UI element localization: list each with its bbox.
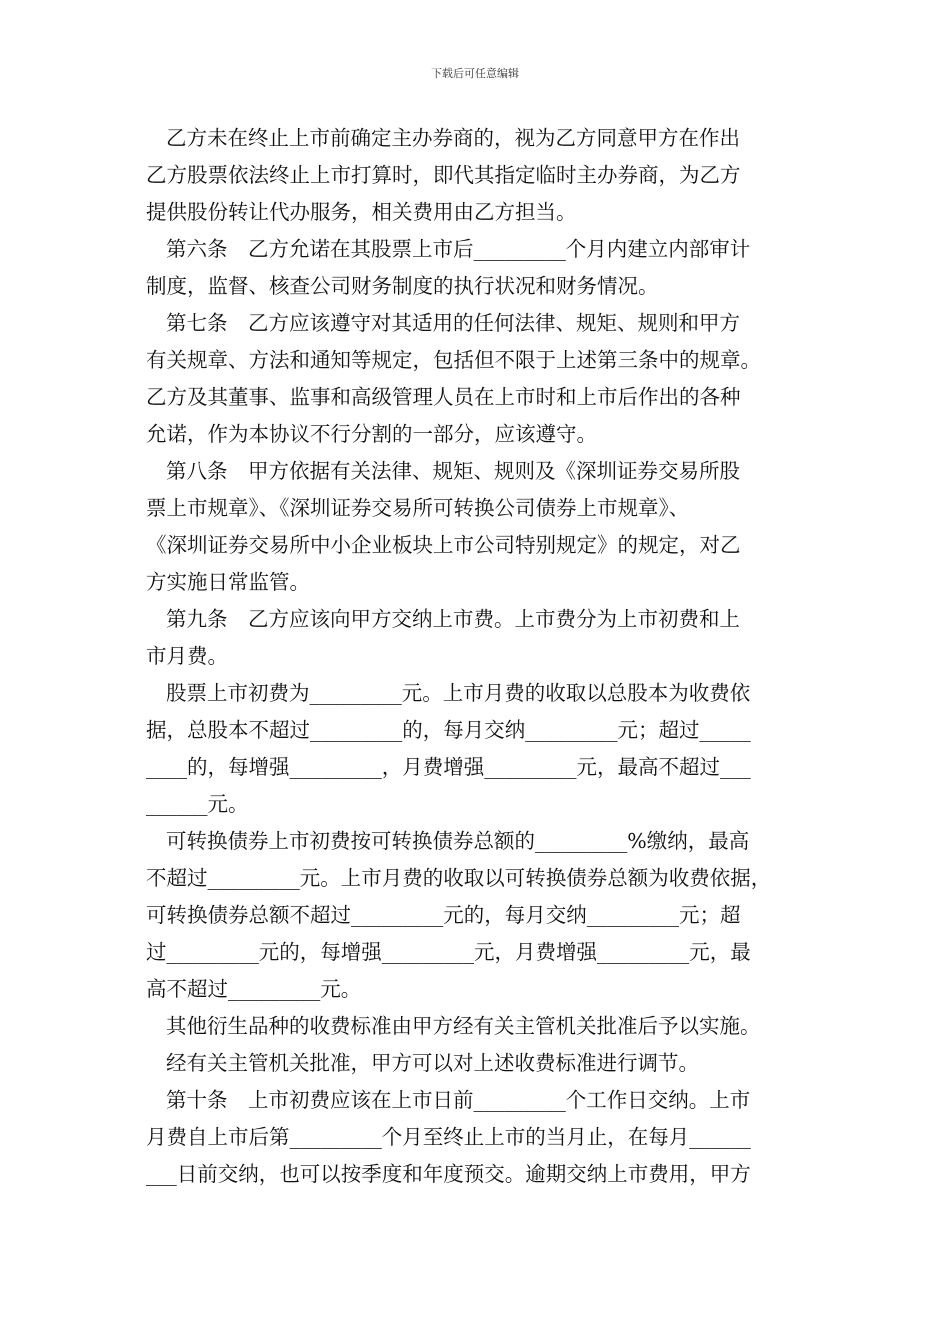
- text-line: 票上市规章》、《深圳证券交易所可转换公司债券上市规章》、: [146, 496, 690, 520]
- text-line: 月费自上市后第_________个月至终止上市的当月止，在每月______: [146, 1125, 751, 1149]
- article-6-heading-line: 第六条 乙方允诺在其股票上市后_________个月内建立内部审计: [166, 237, 751, 261]
- text-line: 高不超过_________元。: [146, 977, 362, 1001]
- text-line: 可转换债券总额不超过_________元的，每月交纳_________元；超: [146, 903, 741, 927]
- article-7-heading-line: 第七条 乙方应该遵守对其适用的任何法律、规矩、规则和甲方: [166, 311, 740, 335]
- document-body: [146, 120, 808, 1193]
- text-line: 乙方股票依法终止上市打算时，即代其指定临时主办券商，为乙方: [146, 163, 741, 187]
- article-9-heading-line: 第九条 乙方应该向甲方交纳上市费。上市费分为上市初费和上: [166, 607, 740, 631]
- text-line: 提供股份转让代办服务，相关费用由乙方担当。: [146, 200, 577, 224]
- text-line: ______元。: [146, 792, 249, 816]
- text-line: 允诺，作为本协议不行分割的一部分，应该遵守。: [146, 422, 597, 446]
- article-8-heading-line: 第八条 甲方依据有关法律、规矩、规则及《深圳证券交易所股: [166, 459, 740, 483]
- text-line: 乙方及其董事、监事和高级管理人员在上市时和上市后作出的各种: [146, 385, 741, 409]
- text-line: 市月费。: [146, 644, 228, 668]
- text-line: 方实施日常监管。: [146, 570, 310, 594]
- text-line: 有关规章、方法和通知等规定，包括但不限于上述第三条中的规章。: [146, 348, 761, 372]
- text-line: ____的，每增强_________，月费增强_________元，最高不超过___: [146, 755, 751, 779]
- article-10-heading-line: 第十条 上市初费应该在上市日前_________个工作日交纳。上市: [166, 1088, 751, 1112]
- text-line: 可转换债券上市初费按可转换债券总额的_________%缴纳，最高: [166, 829, 750, 853]
- page-header: 下载后可任意编辑: [431, 67, 519, 80]
- text-line: 股票上市初费为_________元。上市月费的收取以总股本为收费依: [166, 681, 751, 705]
- text-line: 不超过_________元。上市月费的收取以可转换债券总额为收费依据，: [146, 866, 772, 890]
- text-line: 经有关主管机关批准，甲方可以对上述收费标准进行调节。: [166, 1051, 699, 1075]
- text-line: 制度，监督、核查公司财务制度的执行状况和财务情况。: [146, 274, 659, 298]
- text-line: 其他衍生品种的收费标准由甲方经有关主管机关批准后予以实施。: [166, 1014, 761, 1038]
- text-line: 乙方未在终止上市前确定主办券商的，视为乙方同意甲方在作出: [166, 126, 740, 150]
- text-line: 据，总股本不超过_________的，每月交纳_________元；超过_____: [146, 718, 751, 742]
- text-line: 《深圳证券交易所中小企业板块上市公司特别规定》的规定，对乙: [146, 533, 741, 557]
- text-line: ___日前交纳，也可以按季度和年度预交。逾期交纳上市费用，甲方: [146, 1162, 751, 1186]
- text-line: 过_________元的，每增强_________元，月费增强_________元，最: [146, 940, 751, 964]
